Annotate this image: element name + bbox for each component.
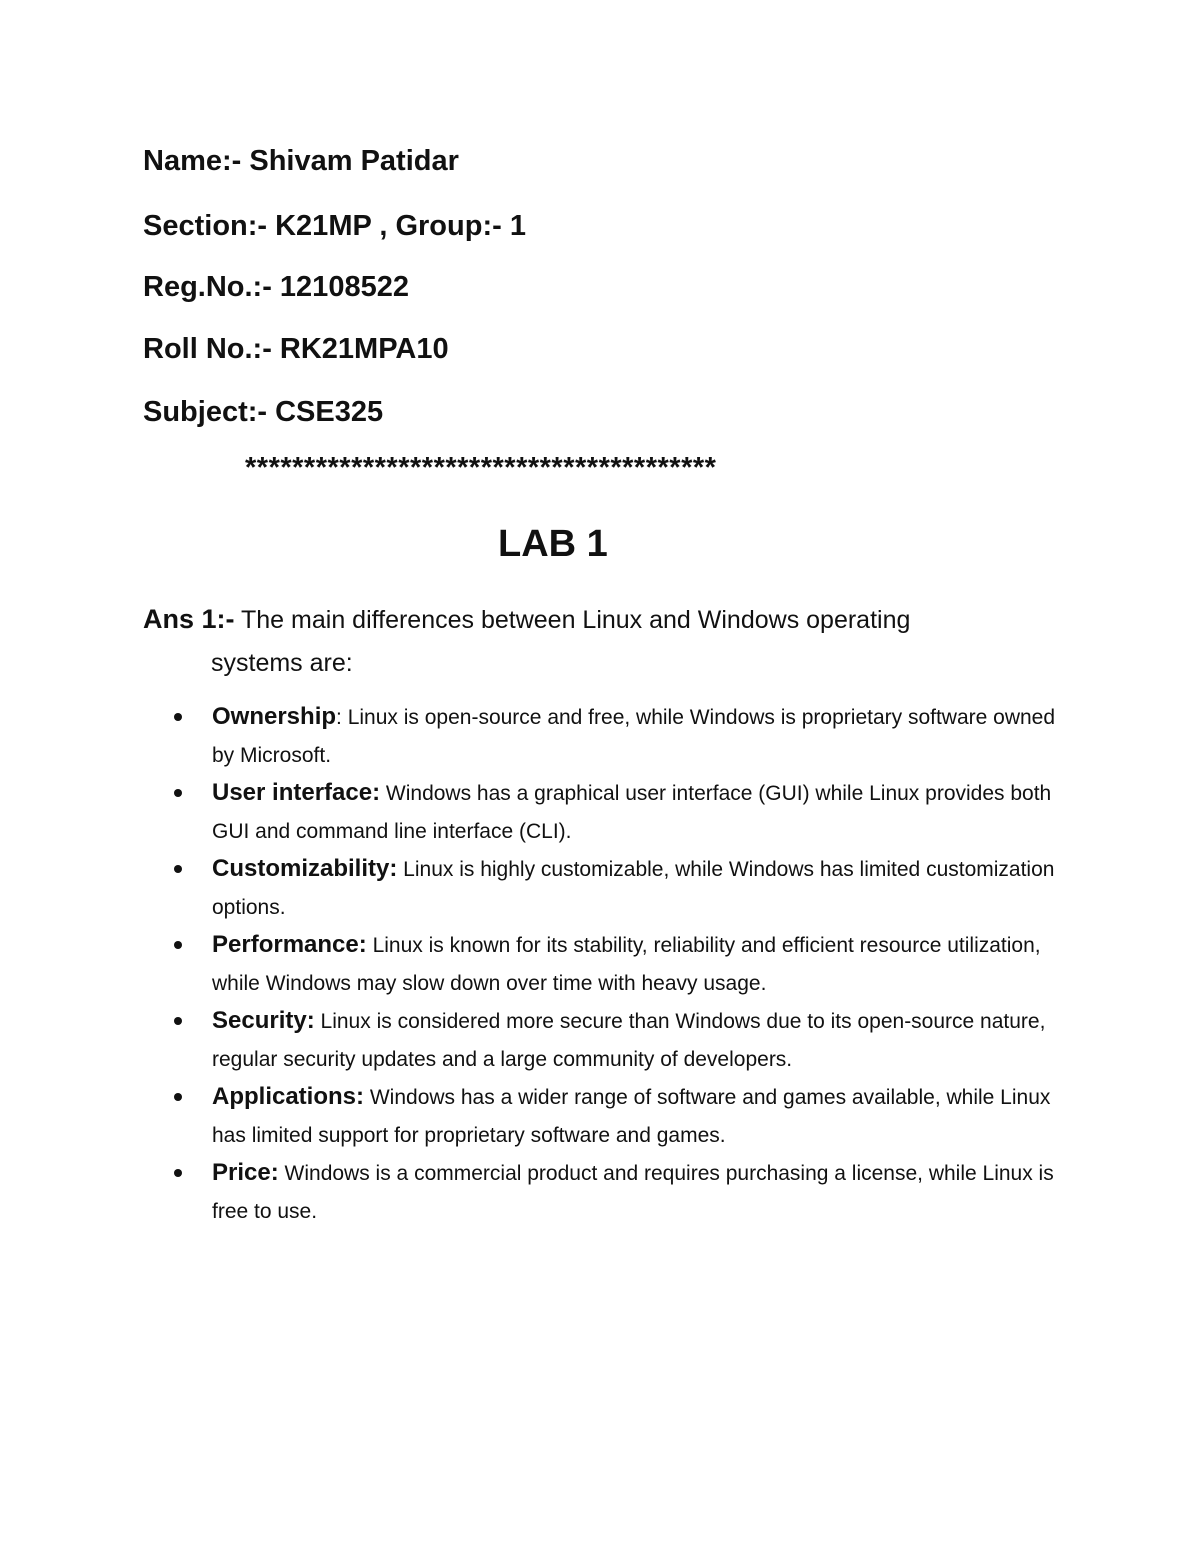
list-item-text: Windows is a commercial product and requires purchasing a license, while Linux is free to use. (212, 1162, 1054, 1223)
asterisk-divider: **************************************** (245, 452, 717, 484)
bullet-icon (174, 789, 182, 797)
answer-intro-line2: systems are: (211, 649, 353, 677)
bullet-icon (174, 713, 182, 721)
bullet-icon (174, 1093, 182, 1101)
bullet-icon (174, 865, 182, 873)
list-item-applications (172, 1078, 1062, 1154)
list-item-ownership (172, 698, 1062, 774)
answer-intro (143, 598, 1063, 685)
answer-intro-line1: The main differences between Linux and Windows operating (234, 606, 911, 634)
lab-title: LAB 1 (498, 523, 608, 565)
list-item-security (172, 1002, 1062, 1078)
list-item-term: Applications: (212, 1083, 365, 1110)
list-item-text: Linux is considered more secure than Windows due to its open-source nature, regular security updates and a large community of developers. (212, 1010, 1046, 1071)
list-item-customizability (172, 850, 1062, 926)
list-item-text: Windows has a wider range of software and games available, while Linux has limited support for proprietary software and games. (212, 1086, 1051, 1147)
list-item-term: Security: (212, 1007, 315, 1034)
answer-label: Ans 1:- (143, 604, 235, 634)
bullet-icon (174, 1017, 182, 1025)
list-item-term: Performance: (212, 931, 367, 958)
student-roll-no: Roll No.:- RK21MPA10 (143, 333, 449, 365)
bullet-icon (174, 1169, 182, 1177)
list-item-text: Windows has a graphical user interface (GUI) while Linux provides both GUI and command line interface (CLI). (212, 782, 1052, 843)
list-item-term: User interface: (212, 779, 381, 806)
list-item-term: Price: (212, 1159, 279, 1186)
list-item-text: Linux is known for its stability, reliability and efficient resource utilization, while Windows may slow down over time with heavy usage. (212, 934, 1041, 995)
list-item-price (172, 1154, 1062, 1230)
student-reg-no: Reg.No.:- 12108522 (143, 271, 409, 303)
list-item-term: Customizability: (212, 855, 398, 882)
bullet-icon (174, 941, 182, 949)
list-item-user-interface (172, 774, 1062, 850)
list-item-term: Ownership (212, 703, 337, 730)
list-item-performance (172, 926, 1062, 1002)
list-item-text: Linux is highly customizable, while Windows has limited customization options. (212, 858, 1055, 919)
student-section: Section:- K21MP , Group:- 1 (143, 210, 526, 242)
student-name: Name:- Shivam Patidar (143, 145, 459, 177)
differences-list (172, 698, 1062, 1230)
list-item-text: : Linux is open-source and free, while Windows is proprietary software owned by Microsoft. (212, 706, 1056, 767)
student-subject: Subject:- CSE325 (143, 396, 384, 428)
